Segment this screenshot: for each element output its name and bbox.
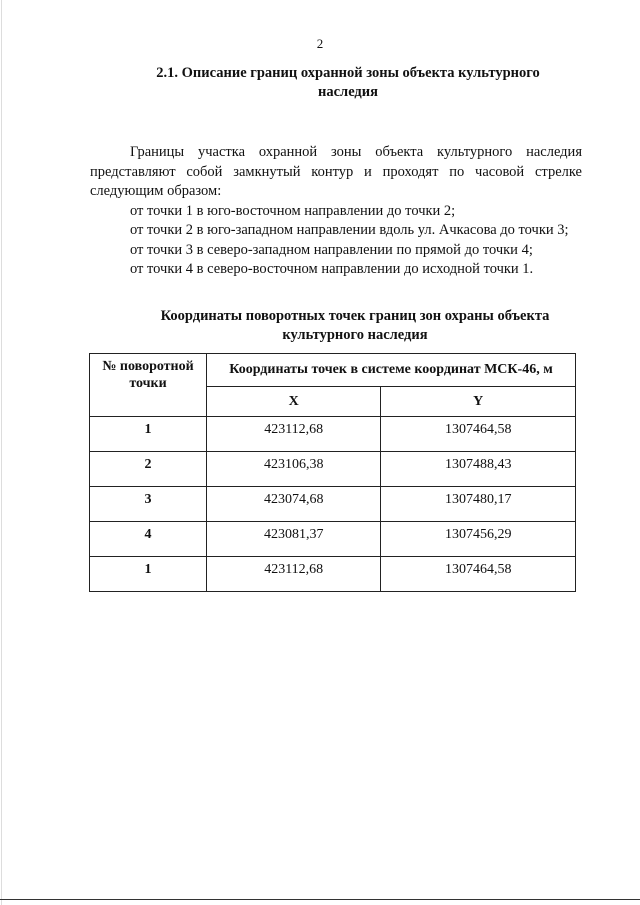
cell-point: 2 [90, 452, 207, 487]
cell-y: 1307456,29 [381, 522, 576, 557]
boundary-step: от точки 3 в северо-западном направлении по прямой до точки 4; [130, 241, 533, 258]
header-coordinate-system: Координаты точек в системе координат МСК-46, м [207, 354, 576, 387]
cell-point: 4 [90, 522, 207, 557]
table-row [90, 487, 576, 522]
cell-y: 1307488,43 [381, 452, 576, 487]
cell-x: 423074,68 [207, 487, 381, 522]
boundary-description [90, 143, 582, 280]
table-row [90, 417, 576, 452]
table-title: Координаты поворотных точек границ зон охраны объекта культурного наследия [160, 308, 550, 343]
header-point-number: № поворотной точки [90, 354, 207, 417]
table-row [90, 522, 576, 557]
page-number: 2 [316, 36, 324, 51]
table-row [90, 452, 576, 487]
cell-y: 1307480,17 [381, 487, 576, 522]
cell-x: 423081,37 [207, 522, 381, 557]
cell-point: 1 [90, 557, 207, 592]
scan-edge [1, 0, 2, 905]
coordinates-table [89, 353, 576, 592]
cell-point: 3 [90, 487, 207, 522]
cell-x: 423112,68 [207, 557, 381, 592]
cell-y: 1307464,58 [381, 557, 576, 592]
cell-point: 1 [90, 417, 207, 452]
boundary-step: от точки 2 в юго-западном направлении вдоль ул. Ачкасова до точки 3; [130, 222, 569, 238]
cell-x: 423106,38 [207, 452, 381, 487]
table-row [90, 557, 576, 592]
header-y: Y [381, 387, 576, 417]
intro-paragraph: Границы участка охранной зоны объекта культурного наследия представляют собой замкнутый контур и проходят по часовой стрелке следующим образом: [90, 144, 582, 199]
boundary-step: от точки 4 в северо-восточном направлении до исходной точки 1. [130, 261, 534, 277]
bottom-edge-line [0, 899, 640, 900]
cell-y: 1307464,58 [381, 417, 576, 452]
header-x: X [207, 387, 381, 417]
section-title: 2.1. Описание границ охранной зоны объекта культурного наследия [156, 65, 540, 100]
cell-x: 423112,68 [207, 417, 381, 452]
boundary-step: от точки 1 в юго-восточном направлении до точки 2; [130, 202, 456, 219]
